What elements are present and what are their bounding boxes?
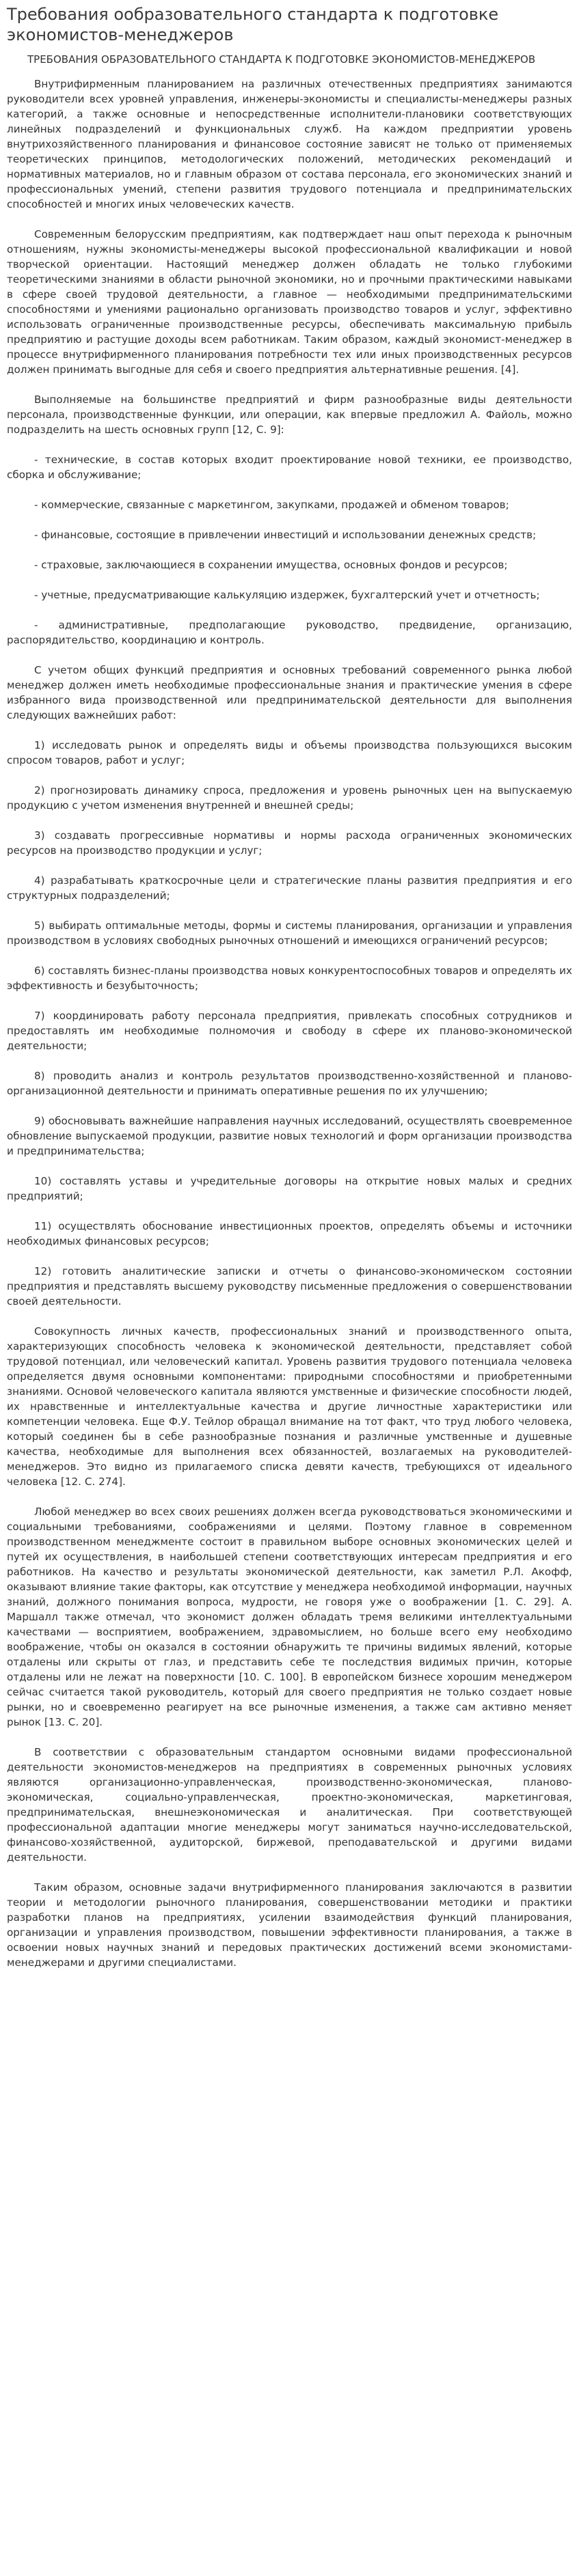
list-item: 9) обосновывать важнейшие направления научных исследований, осуществлять своевременное обновление выпускаемой продукции, развитие новых технологий и форм организации производства и предпринимательства; xyxy=(7,1115,572,1157)
list-item: - административные, предполагающие руководство, предвидение, организацию, распорядительство, координацию и контроль. xyxy=(7,619,572,646)
article-subtitle: ТРЕБОВАНИЯ ОБРАЗОВАТЕЛЬНОГО СТАНДАРТА К ПОДГОТОВКЕ ЭКОНОМИСТОВ-МЕНЕДЖЕРОВ xyxy=(27,53,536,66)
list-item: 3) создавать прогрессивные нормативы и нормы расхода ограниченных экономических ресурсов на производство продукции и услуг; xyxy=(7,829,572,857)
list-item: - учетные, предусматривающие калькуляцию издержек, бухгалтерский учет и отчетность; xyxy=(34,589,540,601)
paragraph: Современным белорусским предприятиям, как подтверждает наш опыт перехода к рыночным отношениям, нужны экономисты-менеджеры высокой профессиональной квалификации и новой творческой ориентации. Настоящий менеджер должен обладать не только глубокими теоретическими знаниями в области рыночной экономики, но и прочными практическими навыками в сфере своей трудовой деятельности, а главное — необходимыми предпринимательскими способностями и умениями рационально организовать производство товаров и услуг, эффективно использовать ограниченные производственные ресурсы, обеспечивать максимальную прибыль предприятию и растущие доходы всем работникам. Таким образом, каждый экономист-менеджер в процессе внутрифирменного планирования потребности тех или иных производственных ресурсов должен принимать выгодные для себя и своего предприятия альтернативные решения. [4]. xyxy=(7,228,572,376)
list-item: - финансовые, состоящие в привлечении инвестиций и использовании денежных средств; xyxy=(34,529,537,541)
paragraph: Выполняемые на большинстве предприятий и фирм разнообразные виды деятельности персонала, производственные функции, или операции, как впервые предложил А. Файоль, можно подразделить на шесть основных групп [12, С. 9]: xyxy=(7,393,572,436)
list-item: - коммерческие, связанные с маркетингом, закупками, продажей и обменом товаров; xyxy=(34,499,509,511)
paragraph: Совокупность личных качеств, профессиональных знаний и производственного опыта, характеризующих способность человека к экономической деятельности, представляет собой трудовой потенциал, или человеческий капитал. Уровень развития трудового потенциала человека определяется двумя основными компонентами: природными способностями и приобретенными знаниями. Основой человеческого капитала являются умственные и физические способности людей, их нравственные и интеллектуальные качества и другие личностные характеристики или компетенции человека. Еще Ф.У. Тейлор обращал внимание на тот факт, что труд любого человека, который соединен бы в себе разнообразные познания и различные умственные и душевные качества, необходимые для выполнения всех обязанностей, возлагаемых на руководителей-менеджеров. Это видно из прилагаемого списка девяти качеств, требующихся от идеального человека [12. С. 274]. xyxy=(7,1325,572,1488)
list-item: - страховые, заключающиеся в сохранении имущества, основных фондов и ресурсов; xyxy=(34,559,508,571)
list-item: 11) осуществлять обоснование инвестиционных проектов, определять объемы и источники необходимых финансовых ресурсов; xyxy=(7,1220,572,1247)
list-item: 4) разрабатывать краткосрочные цели и стратегические планы развития предприятия и его структурных подразделений; xyxy=(7,874,572,902)
list-item: 1) исследовать рынок и определять виды и объемы производства пользующихся высоким спросом товаров, работ и услуг; xyxy=(7,739,572,766)
list-item: 7) координировать работу персонала предприятия, привлекать способных сотрудников и предоставлять им необходимые полномочия и свободу в сфере их планово-экономической деятельности; xyxy=(7,1010,572,1052)
list-item: 8) проводить анализ и контроль результатов производственно-хозяйственной и планово-организационной деятельности и принимать оперативные решения по их улучшению; xyxy=(7,1070,572,1097)
paragraph: Любой менеджер во всех своих решениях должен всегда руководствоваться экономическими и социальными требованиями, соображениями и целями. Поэтому главное в современном производственном менеджменте состоит в правильном выборе основных экономических целей и путей их осуществления, в наибольшей степени соответствующих интересам предприятия и его работников. На качество и результаты экономической деятельности, как заметил Р.Л. Акофф, оказывают влияние такие факторы, как отсутствие у менеджера необходимой информации, научных знаний, должного понимания вопроса, мудрости, не говоря уже о воображении [1. С. 29]. А. Маршалл также отмечал, что экономист должен обладать тремя великими интеллектуальными качествами — восприятием, воображением, здравомыслием, но больше всего ему необходимо воображение, чтобы он оказался в состоянии обнаружить те причины видимых явлений, которые отдалены или скрыты от глаз, и представить себе те последствия видимых причин, которые отдалены или не лежат на поверхности [10. С. 100]. В европейском бизнесе хорошим менеджером сейчас считается такой руководитель, который для своего предприятия не только создает новые рынки, но и своевременно реагирует на все рыночные изменения, а также сам активно меняет рынок [13. С. 20]. xyxy=(7,1506,572,1728)
list-item: 10) составлять уставы и учредительные договоры на открытие новых малых и средних предприятий; xyxy=(7,1175,572,1202)
list-item: 6) составлять бизнес-планы производства новых конкурентоспособных товаров и определять их эффективность и безубыточность; xyxy=(7,965,573,992)
list-item: 5) выбирать оптимальные методы, формы и системы планирования, организации и управления производством в условиях свободных рыночных отношений и имеющихся ограничений ресурсов; xyxy=(7,919,572,947)
page-title: Требования ообразовательного стандарта к подготовке экономистов-менеджеров xyxy=(7,5,499,44)
list-item: 12) готовить аналитические записки и отчеты о финансово-экономическом состоянии предприятия и представлять высшему руководству письменные предложения о совершенствовании своей деятельности. xyxy=(7,1265,572,1307)
paragraph: В соответствии с образовательным стандартом основными видами профессиональной деятельности экономистов-менеджеров на предприятиях в современных рыночных условиях являются организационно-управленческая, производственно-экономическая, планово-экономическая, социально-управленческая, проектно-экономическая, маркетинговая, предпринимательская, внешнеэкономическая и аналитическая. При соответствующей профессиональной адаптации многие менеджеры могут заниматься научно-исследовательской, финансово-хозяйственной, аудиторской, биржевой, преподавательской и другими видами деятельности. xyxy=(7,1746,572,1864)
paragraph: С учетом общих функций предприятия и основных требований современного рынка любой менеджер должен иметь необходимые профессиональные знания и практические умения в сфере избранного вида производственной или предпринимательской деятельности для выполнения следующих важнейших работ: xyxy=(7,664,572,721)
list-item: 2) прогнозировать динамику спроса, предложения и уровень рыночных цен на выпускаемую продукцию с учетом изменения внутренней и внешней среды; xyxy=(7,784,572,812)
paragraph: Внутрифирменным планированием на различных отечественных предприятиях занимаются руководители всех уровней управления, инженеры-экономисты и специалисты-менеджеры разных категорий, а также основные и непосредственные исполнители-плановики соответствующих линейных подразделений и функциональных служб. На каждом предприятии уровень внутрихозяйственного планирования и финансовое состояние зависят не только от применяемых теоретических принципов, методологических положений, методических рекомендаций и нормативных материалов, но и главным образом от состава персонала, его экономических знаний и профессиональных умений, степени развития трудового потенциала и предпринимательских способностей и многих иных человеческих качеств. xyxy=(7,78,572,210)
list-item: - технические, в состав которых входит проектирование новой техники, ее производство, сборка и обслуживание; xyxy=(7,454,572,481)
paragraph: Таким образом, основные задачи внутрифирменного планирования заключаются в развитии теории и методологии рыночного планирования, совершенствовании методики и практики разработки планов на предприятиях, усилении взаимодействия функций планирования, организации и управления производством, повышении эффективности планирования, а также в освоении новых научных знаний и передовых практических достижений всеми экономистами-менеджерами и другими специалистами. xyxy=(7,1881,572,1969)
